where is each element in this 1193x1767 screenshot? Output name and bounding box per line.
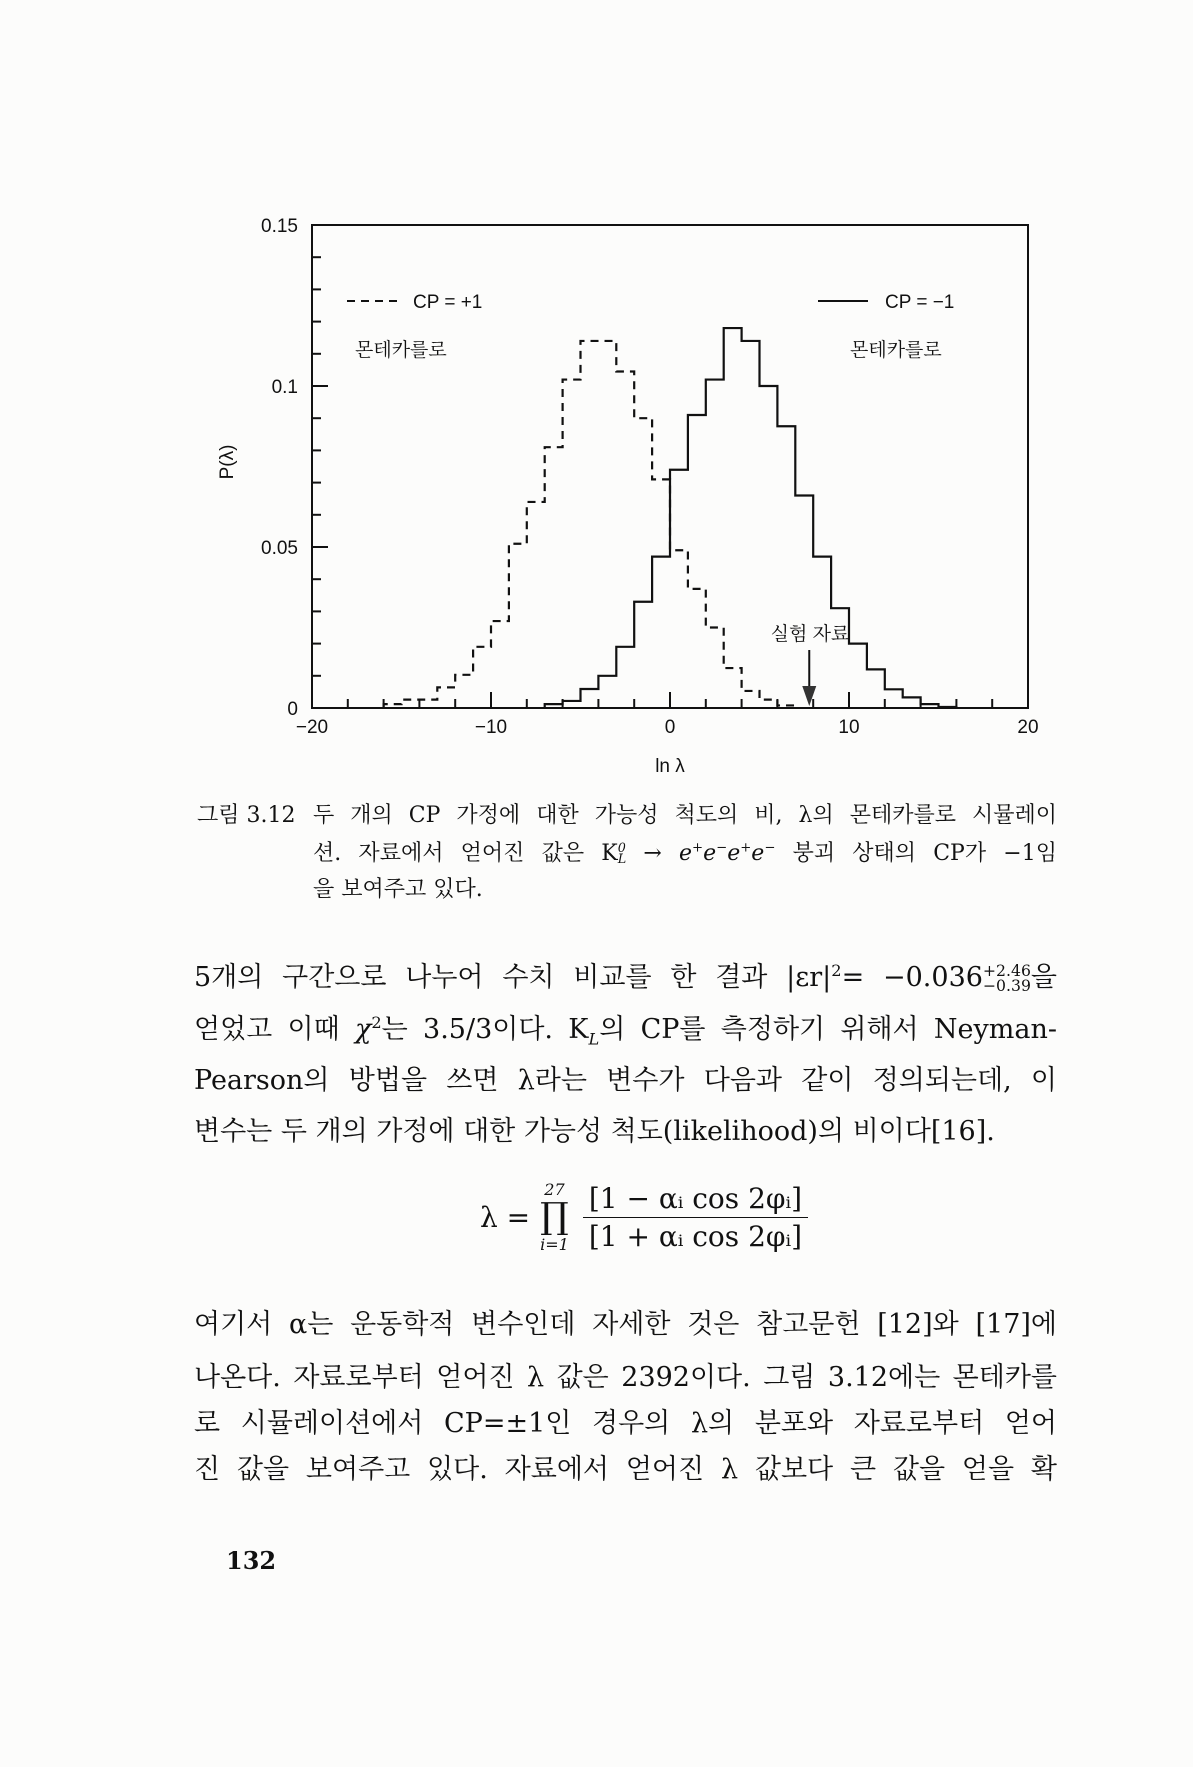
page-number: 132 <box>226 1546 277 1575</box>
body-line: 5개의 구간으로 나누어 수치 비교를 한 결과 $|\varepsilon r|^2= -0.036$ +2.46 −0.39 을 <box>194 961 1057 995</box>
data-annotation-label: 실험 자료 <box>770 624 850 645</box>
caption-label: 그림 3.12 <box>197 803 296 828</box>
body-line: 변수는 두 개의 가정에 대한 가능성 척도(likelihood)의 비이다[16]. <box>194 1116 995 1147</box>
y-axis-label: P(λ) <box>217 444 238 480</box>
legend-cp-minus-note: 몬테카를로 <box>850 340 942 361</box>
y-tick-label: 0.15 <box>261 216 298 237</box>
caption-line <box>313 836 1057 867</box>
histogram-cp-minus <box>545 328 957 708</box>
legend-cp-minus: CP = −1 <box>885 292 955 313</box>
body-line: 여기서 α는 운동학적 변수인데 자세한 것은 참고문헌 [12]와 [17]에 <box>194 1309 1057 1340</box>
y-tick-label: 0.1 <box>271 377 298 398</box>
product-operator: 27 ∏ i=1 <box>540 1180 569 1254</box>
body-line: 로 시뮬레이션에서 CP=±1인 경우의 λ의 분포와 자료로부터 얻어 <box>194 1408 1057 1439</box>
numerator: [1 − αᵢ cos 2φᵢ] <box>583 1182 808 1218</box>
body-line: 진 값을 보여주고 있다. 자료에서 얻어진 λ 값보다 큰 값을 얻을 확 <box>194 1454 1057 1485</box>
likelihood-ratio-histogram <box>0 0 1193 800</box>
legend-cp-plus: CP = +1 <box>413 292 483 313</box>
y-tick-label: 0 <box>287 699 298 720</box>
caption-line <box>313 798 1057 829</box>
x-tick-label: −10 <box>474 717 508 738</box>
histogram-cp-plus <box>384 341 796 708</box>
x-tick-label: 0 <box>664 717 676 738</box>
fraction <box>583 1182 808 1253</box>
denominator: [1 + αᵢ cos 2φᵢ] <box>588 1219 803 1253</box>
legend-cp-plus-note: 몬테카를로 <box>355 340 447 361</box>
equation-lhs: λ = <box>480 1200 531 1234</box>
caption-text: 션. 자료에서 얻어진 값은 K 0 L → e+e−e+e− 붕괴 상태의 CP가 −1임 <box>313 840 1057 867</box>
body-line: 나온다. 자료로부터 얻어진 λ 값은 2392이다. 그림 3.12에는 몬테카를 <box>194 1362 1057 1393</box>
body-line: 얻었고 이때 $\chi^2$는 3.5/3이다. $K_L$의 CP를 측정하기 위해서 Neyman- <box>194 1013 1057 1049</box>
x-tick-label: 20 <box>1017 717 1039 738</box>
caption-line: 을 보여주고 있다. <box>313 877 483 902</box>
histogram-marks <box>384 328 957 708</box>
x-tick-label: −20 <box>295 717 329 738</box>
x-axis-label: ln λ <box>655 756 685 777</box>
y-tick-label: 0.05 <box>261 538 298 559</box>
caption-text: 두 개의 CP 가정에 대한 가능성 척도의 비, λ의 몬테카를로 시뮬레이 <box>313 803 1057 828</box>
body-line: Pearson의 방법을 쓰면 λ라는 변수가 다음과 같이 정의되는데, 이 <box>194 1065 1057 1096</box>
x-tick-label: 10 <box>838 717 860 738</box>
likelihood-equation <box>480 1180 808 1254</box>
